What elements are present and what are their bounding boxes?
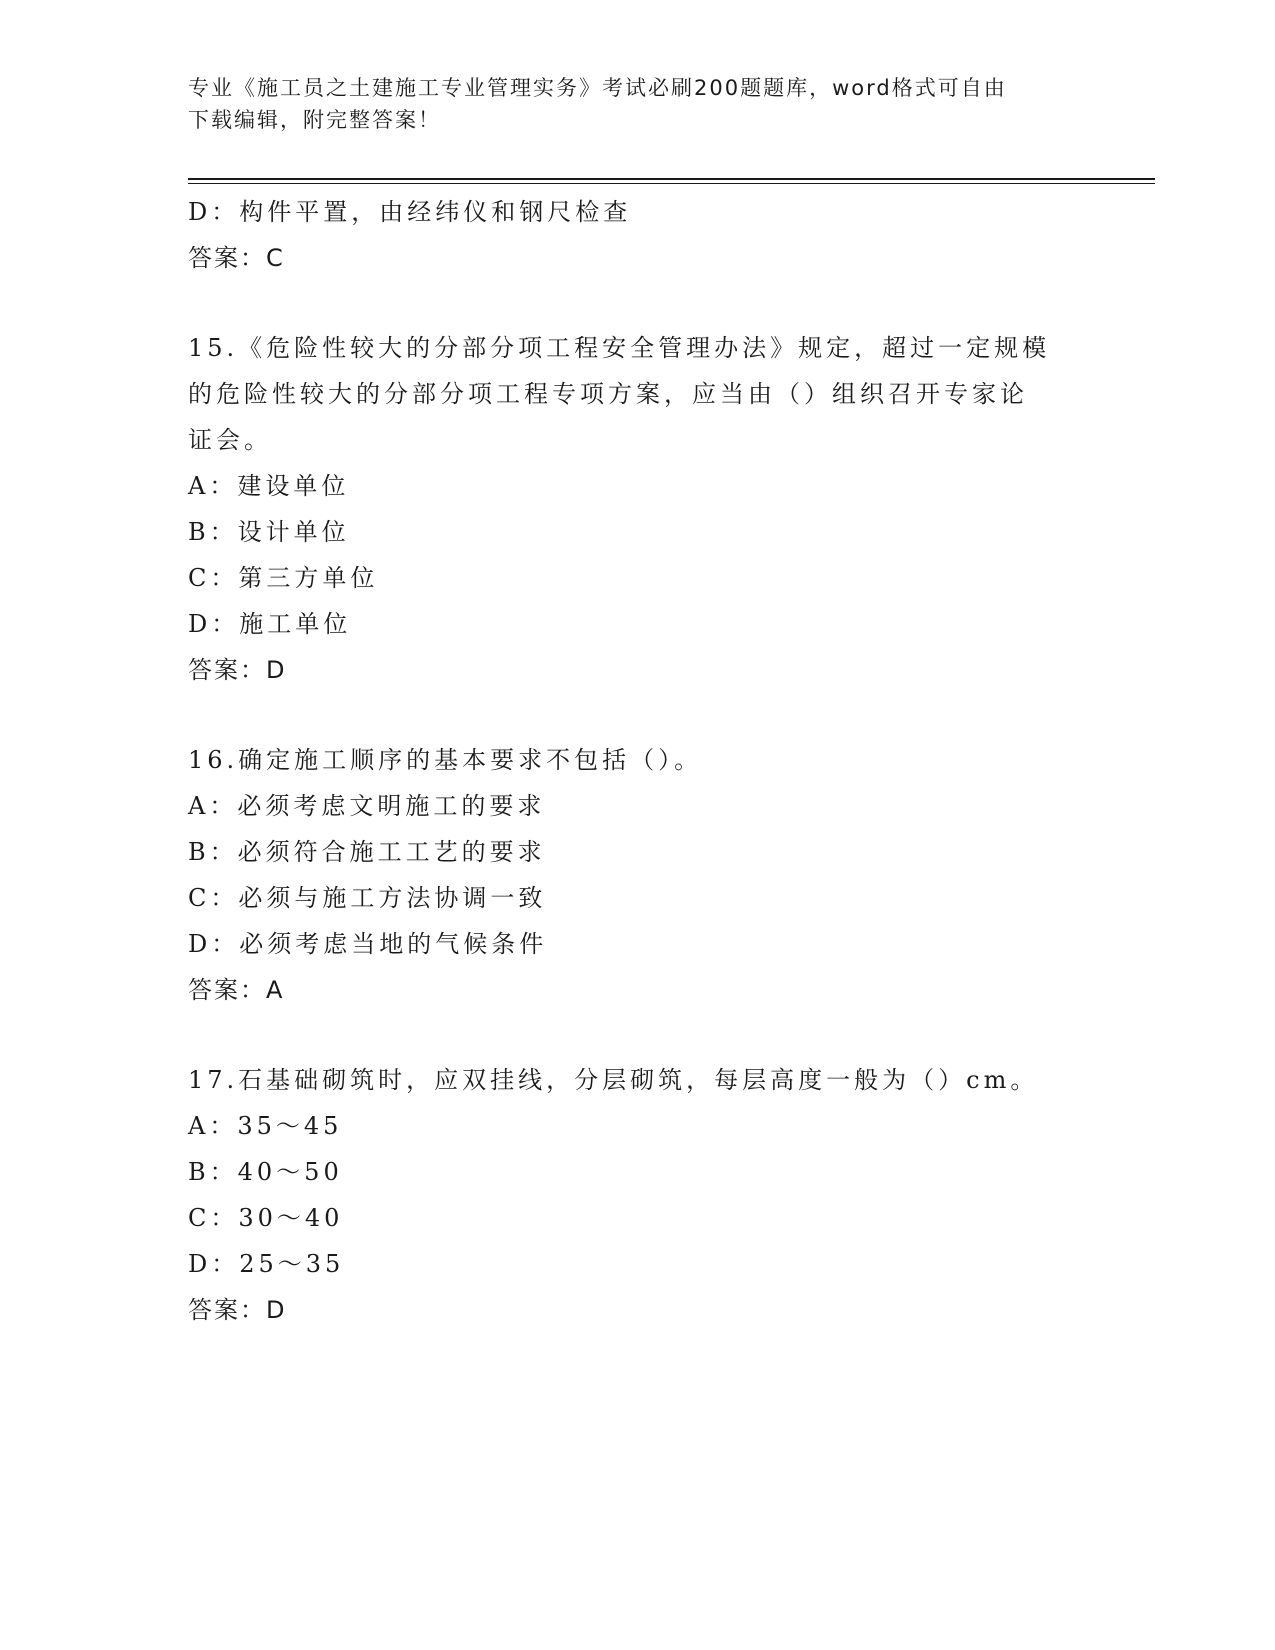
answer: 答案：D xyxy=(188,1296,287,1324)
header-divider-thin xyxy=(188,183,1155,184)
document-body xyxy=(188,189,1088,1333)
question-14-tail xyxy=(188,189,1088,281)
question-15 xyxy=(188,325,1088,693)
option-a: A：必须考虑文明施工的要求 xyxy=(188,792,546,820)
question-17-text: 17.石基础砌筑时，应双挂线，分层砌筑，每层高度一般为（）cm。 xyxy=(188,1066,1039,1094)
option-c: C：30～40 xyxy=(188,1204,344,1232)
option-c: C：第三方单位 xyxy=(188,564,379,592)
question-15-line-3: 证会。 xyxy=(188,426,272,454)
header-title-line-1: 专业《施工员之土建施工专业管理实务》考试必刷200题题库，word格式可自由 xyxy=(188,76,1007,100)
answer: 答案：D xyxy=(188,656,287,684)
option-b: B：设计单位 xyxy=(188,518,350,546)
option-d: D：必须考虑当地的气候条件 xyxy=(188,930,548,958)
question-16 xyxy=(188,737,1088,1013)
question-15-line-1: 15.《危险性较大的分部分项工程安全管理办法》规定，超过一定规模 xyxy=(188,334,1051,362)
option-a: A：建设单位 xyxy=(188,472,350,500)
option-d: D：施工单位 xyxy=(188,610,352,638)
question-16-text: 16.确定施工顺序的基本要求不包括（）。 xyxy=(188,746,703,774)
option-c: C：必须与施工方法协调一致 xyxy=(188,884,547,912)
document-header xyxy=(188,72,1088,136)
option-a: A：35～45 xyxy=(188,1112,343,1140)
question-15-line-2: 的危险性较大的分部分项工程专项方案，应当由（）组织召开专家论 xyxy=(188,380,1028,408)
question-17 xyxy=(188,1057,1088,1333)
option-d: D：25～35 xyxy=(188,1250,345,1278)
header-title-line-2: 下载编辑，附完整答案！ xyxy=(188,108,441,132)
option-d: D：构件平置，由经纬仪和钢尺检查 xyxy=(188,198,632,226)
answer: 答案：C xyxy=(188,244,285,272)
option-b: B：40～50 xyxy=(188,1158,343,1186)
option-b: B：必须符合施工工艺的要求 xyxy=(188,838,546,866)
header-divider-thick xyxy=(188,178,1155,180)
answer: 答案：A xyxy=(188,976,285,1004)
